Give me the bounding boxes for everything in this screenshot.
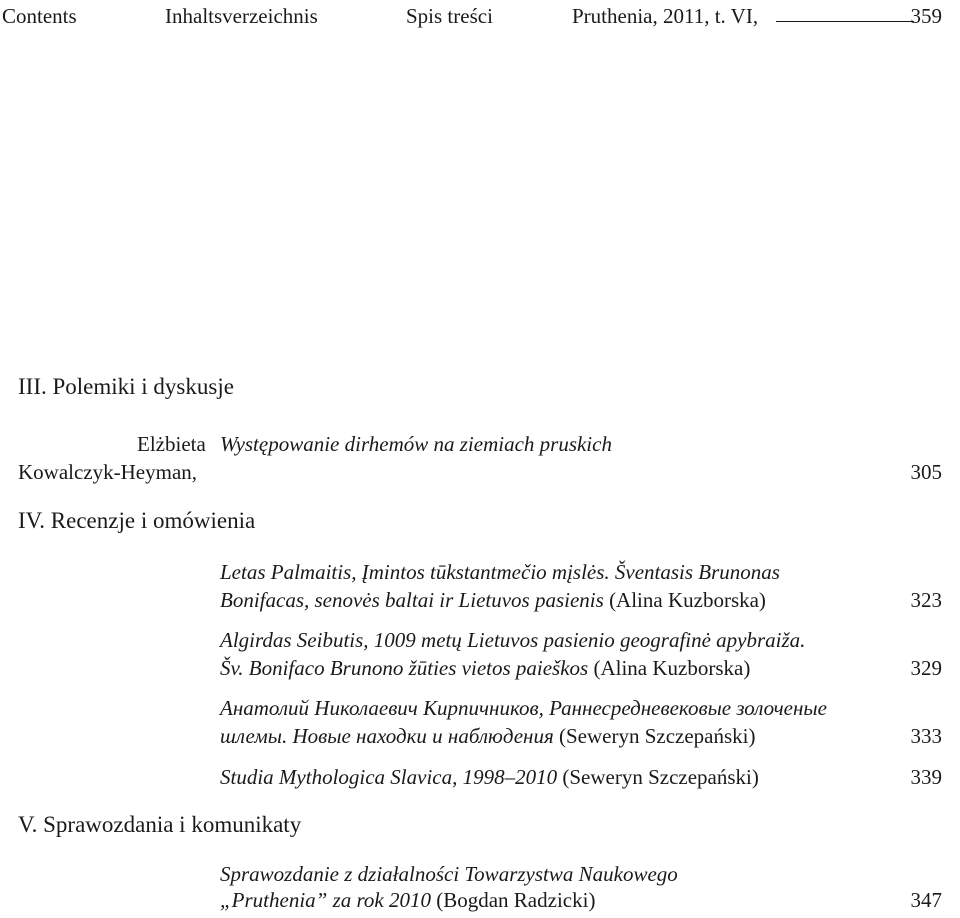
header-journal: Pruthenia, 2011, t. VI, <box>572 4 759 28</box>
header-spis-tresci: Spis treści <box>406 4 493 28</box>
header-inhaltsverzeichnis: Inhaltsverzeichnis <box>165 4 318 28</box>
header-contents: Contents <box>2 4 77 28</box>
entry-page-number: 339 <box>910 765 942 789</box>
entry-page-number: 347 <box>910 888 942 912</box>
section-title-iv: IV. Recenzje i omówienia <box>18 508 256 533</box>
header-page-number: 359 <box>910 4 942 28</box>
entry-reviewer: (Seweryn Szczepański) <box>557 765 759 789</box>
entry-title-line2-row <box>220 652 750 684</box>
section-title-v: V. Sprawozdania i komunikaty <box>18 812 302 837</box>
entry-title-line1: Algirdas Seibutis, 1009 metų Lietuvos pasienio geografinė apybraiža. <box>220 628 806 652</box>
entry-author-first: Elżbieta <box>137 432 206 456</box>
section-title-iii: III. Polemiki i dyskusje <box>18 374 234 399</box>
entry-page-number: 305 <box>910 460 942 484</box>
entry-title-line1: Letas Palmaitis, Įmintos tūkstantmečio mįslės. Šventasis Brunonas <box>220 560 780 584</box>
entry-title-row <box>220 761 759 793</box>
entry-author-last: Kowalczyk-Heyman, <box>18 460 198 484</box>
entry-reviewer: (Seweryn Szczepański) <box>553 724 756 748</box>
header-rule <box>776 21 914 22</box>
entry-reviewer: (Alina Kuzborska) <box>588 656 751 680</box>
entry-reviewer: (Bogdan Radzicki) <box>430 888 596 912</box>
entry-title: Studia Mythologica Slavica, 1998–2010 <box>220 765 558 789</box>
entry-page-number: 329 <box>910 656 942 680</box>
entry-title-line2: Bonifacas, senovės baltai ir Lietuvos pasienis <box>220 588 604 612</box>
entry-page-number: 333 <box>910 724 942 748</box>
entry-title-line2-row <box>220 884 595 916</box>
entry-title-line2: Šv. Bonifaco Brunono žūties vietos paieškos <box>220 656 589 680</box>
entry-title-line1: Sprawozdanie z działalności Towarzystwa Naukowego <box>220 862 678 886</box>
entry-page-number: 323 <box>910 588 942 612</box>
entry-title-line2: шлемы. Новые находки и наблюдения <box>220 724 554 748</box>
entry-title-line2-row <box>220 720 755 752</box>
entry-title: Występowanie dirhemów na ziemiach pruskich <box>220 432 612 456</box>
entry-reviewer: (Alina Kuzborska) <box>603 588 766 612</box>
entry-title-line2-row <box>220 584 766 616</box>
entry-title-line2: „Pruthenia” za rok 2010 <box>220 888 431 912</box>
entry-title-line1: Анатолий Николаевич Кирпичников, Раннесредневековые золоченые <box>220 696 827 720</box>
